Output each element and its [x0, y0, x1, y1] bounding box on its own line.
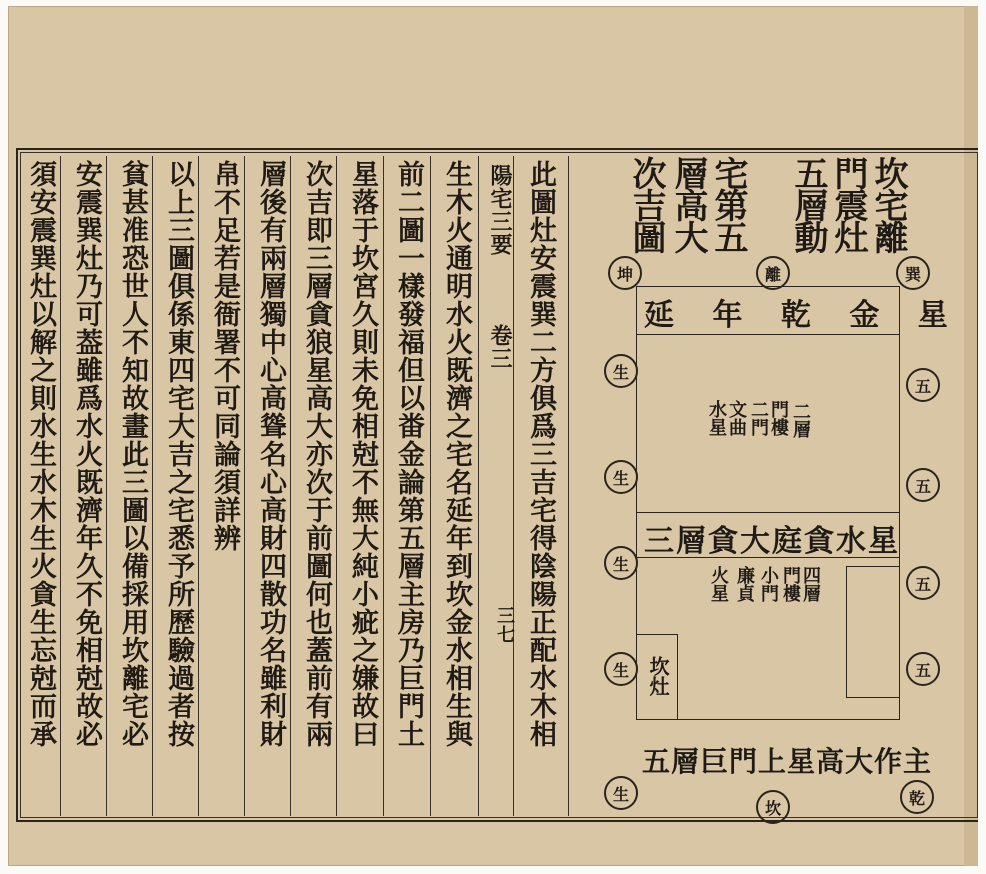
right-circle-2: 五: [906, 468, 940, 502]
text-column-6: 層後有兩層獨中心高聳名心高財四散功名雖利財: [255, 160, 286, 748]
scanned-page: [8, 6, 978, 866]
right-circle-4: 五: [906, 652, 940, 686]
text-column-2: 生木火通明水火既濟之宅名延年到坎金水相生與: [441, 160, 472, 748]
text-column-4: 星落于坎宮久則未免相尅不無大純小疵之嫌故曰: [347, 160, 378, 748]
left-circle-3: 生: [604, 546, 638, 580]
diagram-title-4: 宅第五: [708, 156, 748, 252]
right-circle-1: 五: [906, 368, 940, 402]
hall-4-ladder: [846, 566, 900, 698]
hall-4-note-d: 廉貞: [734, 566, 755, 602]
volume-label: 卷三: [487, 324, 513, 370]
hall-2-note-a: 二層: [790, 402, 811, 438]
text-column-7: 帛不足若是衙署不可同論須詳辨: [209, 160, 240, 552]
diagram-title-5: 層高大: [668, 156, 708, 252]
corner-circle-kun: 坤: [608, 256, 642, 290]
hall-2-note-d: 文曲: [726, 400, 747, 436]
right-circle-3: 五: [906, 566, 940, 600]
top-circle-li: 離: [756, 256, 790, 290]
diagram-title-3: 五層動: [788, 156, 828, 252]
left-circle-2: 生: [604, 460, 638, 494]
hall-2-note-c: 二門: [748, 400, 769, 436]
text-column-10: 安震巽灶乃可葢雖爲水火既濟年久不免相尅故必: [71, 160, 102, 748]
left-circle-5: 生: [604, 776, 638, 810]
corner-circle-xun: 巽: [896, 256, 930, 290]
text-column-5: 次吉即三層貪狼星高大亦次于前圖何也蓋前有兩: [301, 160, 332, 748]
hall-4-note-b: 門樓: [780, 566, 801, 602]
hall-2-note-b: 門樓: [768, 400, 789, 436]
text-column-11: 須安震巽灶以解之則水生水木生火貪生忘尅而承: [25, 160, 56, 748]
hall-4-note-a: 四層: [800, 566, 821, 602]
hall-5-label: 五層巨門上星高大作主: [642, 745, 933, 778]
diagram-title-2: 門震灶: [828, 156, 868, 252]
left-circle-4: 生: [604, 652, 638, 686]
book-title: 陽宅三要: [487, 164, 513, 256]
text-column-1: 此圖灶安震巽二方俱爲三吉宅得陰陽正配水木相: [525, 160, 556, 748]
hall-1-label: 延 年 乾 金 星: [644, 298, 962, 333]
text-column-8: 以上三圖俱係東四宅大吉之宅悉予所歷驗過者按: [163, 160, 194, 748]
folio-number: 三七: [494, 606, 515, 644]
diagram-title-6: 次吉圖: [626, 156, 666, 252]
text-column-3: 前二圖一樣發福但以畨金論第五層主房乃巨門土: [393, 160, 424, 748]
left-circle-1: 生: [604, 354, 638, 388]
hall-4-note-e: 火星: [708, 566, 729, 602]
text-column-9: 貧甚准恐世人不知故畫此三圖以備採用坎離宅必: [117, 160, 148, 748]
hall-4-note-c: 小門: [758, 566, 779, 602]
diagram-title-1: 坎宅離: [868, 156, 908, 252]
hall-3-label: 三層貪大庭貪水星: [644, 524, 900, 559]
bottom-circle-kan: 坎: [756, 790, 790, 824]
hall-2-note-e: 水星: [706, 400, 727, 436]
bottom-circle-qian: 乾: [900, 780, 934, 814]
stove-label: 坎灶: [646, 656, 670, 696]
